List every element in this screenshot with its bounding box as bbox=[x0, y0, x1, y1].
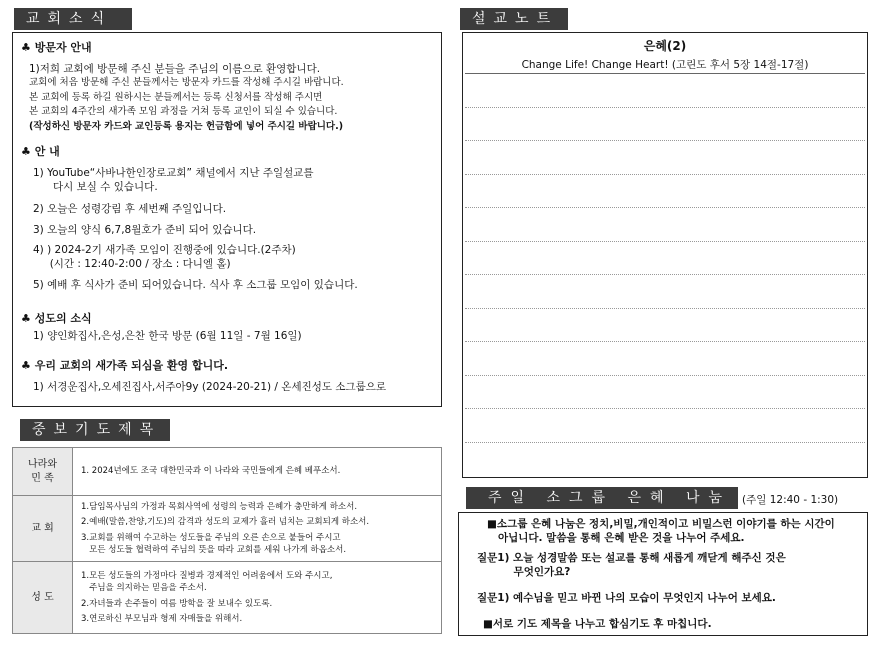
prayer-category: 나라와 민 족 bbox=[13, 448, 73, 496]
group-line: 질문1) 예수님을 믿고 바뀐 나의 모습이 무엇인지 나누어 보세요. bbox=[477, 592, 776, 604]
notice-line: 3) 오늘의 양식 6,7,8월호가 준비 되어 있습니다. bbox=[33, 224, 257, 236]
prayer-item: 2.자녀들과 손주들이 여름 방학을 잘 보내수 있도록. bbox=[81, 598, 273, 609]
visitor-line: 1)저희 교회에 방문해 주신 분들을 주님의 이름으로 환영합니다. bbox=[29, 62, 321, 75]
notice-block bbox=[21, 145, 433, 292]
group-line: 질문1) 오늘 성경말씀 또는 설교를 통해 새롭게 깨닫게 해주신 것은 bbox=[477, 552, 786, 564]
sermon-note-box bbox=[462, 32, 868, 478]
visitor-line: (작성하신 방문자 카드와 교인등록 용지는 헌금함에 넣어 주시길 바랍니다.) bbox=[29, 120, 344, 132]
prayer-section-title: 중보기도제목 bbox=[20, 419, 170, 441]
prayer-item: 2.예배(말씀,찬양,기도)의 감격과 성도의 교제가 흘러 넘치는 교회되게 하소서. bbox=[81, 517, 370, 527]
small-group-box bbox=[458, 512, 868, 636]
note-line bbox=[465, 408, 865, 409]
prayer-item: 1. 2024년에도 조국 대한민국과 이 나라와 국민들에게 은혜 베푸소서. bbox=[81, 466, 341, 477]
note-line bbox=[465, 274, 865, 275]
group-line: ■서로 기도 제목을 나누고 합심기도 후 마칩니다. bbox=[483, 618, 712, 630]
prayer-category: 교 회 bbox=[13, 496, 73, 562]
visitor-line: 본 교회의 4주간의 새가족 모임 과정을 거쳐 등록 교인이 되실 수 있습니다. bbox=[29, 106, 338, 117]
sermon-section-title: 설교노트 bbox=[460, 8, 568, 30]
notice-heading: ♣ 안 내 bbox=[21, 145, 60, 158]
sermon-heading: 은혜(2) bbox=[643, 39, 687, 53]
visitor-block bbox=[21, 41, 433, 134]
note-line bbox=[465, 174, 865, 175]
news-section-title: 교회소식 bbox=[14, 8, 132, 30]
notice-line: 5) 예배 후 식사가 준비 되어있습니다. 식사 후 소그룹 모임이 있습니다. bbox=[33, 278, 358, 291]
note-line bbox=[465, 207, 865, 208]
note-line bbox=[465, 375, 865, 376]
notice-line: 다시 보실 수 있습니다. bbox=[33, 181, 158, 193]
notice-line: 4) ) 2024-2기 새가족 모임이 진행중에 있습니다.(2주차) bbox=[33, 243, 296, 256]
notice-line: (시간 : 12:40-2:00 / 장소 : 다니엘 홀) bbox=[33, 258, 231, 270]
note-line bbox=[465, 107, 865, 108]
members-block bbox=[21, 312, 433, 343]
prayer-items bbox=[73, 448, 442, 496]
notice-line: 2) 오늘은 성령강림 후 세번째 주일입니다. bbox=[33, 202, 227, 215]
prayer-table bbox=[12, 447, 442, 634]
note-line bbox=[465, 241, 865, 242]
visitor-line: 교회에 처음 방문해 주신 분들께서는 방문자 카드를 작성해 주시길 바랍니다. bbox=[29, 77, 344, 88]
group-line: 아닙니다. 말씀을 통해 은혜 받은 것을 나누어 주세요. bbox=[487, 532, 745, 544]
note-line bbox=[465, 73, 865, 74]
prayer-item: 주님을 의지하는 믿음을 주소서. bbox=[81, 583, 207, 593]
prayer-row bbox=[13, 448, 442, 496]
note-line bbox=[465, 140, 865, 141]
prayer-items bbox=[73, 562, 442, 634]
newfamily-block bbox=[21, 359, 433, 394]
prayer-item: 3.교회를 위해여 수고하는 성도들을 주님의 오른 손으로 붙들어 주시고 bbox=[81, 532, 341, 543]
visitor-line: 본 교회에 등록 하길 원하시는 분들께서는 등록 신청서를 작성해 주시면 bbox=[29, 91, 323, 103]
visitor-heading: ♣ 방문자 안내 bbox=[21, 41, 92, 54]
note-line bbox=[465, 341, 865, 342]
newfamily-line: 1) 서경운집사,오세진집사,서주아9y (2024-20-21) / 온세진성도 소그룹으로 bbox=[33, 380, 387, 393]
group-line: ■소그룹 은혜 나눔은 정치,비밀,개인적이고 비밀스런 이야기를 하는 시간이 bbox=[487, 518, 835, 530]
prayer-row bbox=[13, 562, 442, 634]
prayer-row bbox=[13, 496, 442, 562]
group-section-title: 주일 소그룹 은혜 나눔 bbox=[466, 487, 738, 509]
prayer-item: 모든 성도들 협력하여 주님의 뜻을 따라 교회를 세워 나가게 하옵소서. bbox=[81, 545, 347, 555]
prayer-item: 1.담임목사님의 가정과 목회사역에 성령의 능력과 은혜가 충만하게 하소서. bbox=[81, 501, 358, 512]
members-heading: ♣ 성도의 소식 bbox=[21, 312, 92, 325]
members-line: 1) 양인화집사,은성,은찬 한국 방문 (6월 11일 - 7월 16일) bbox=[33, 329, 302, 342]
note-line bbox=[465, 442, 865, 443]
note-line bbox=[465, 308, 865, 309]
prayer-items bbox=[73, 496, 442, 562]
prayer-item: 3.연로하신 부모님과 형제 자매들을 위해서. bbox=[81, 614, 243, 624]
newfamily-heading: ♣ 우리 교회의 새가족 되심을 환영 합니다. bbox=[21, 359, 229, 372]
notice-line: 1) YouTube“사바나한인장로교회” 채널에서 지난 주일설교를 bbox=[33, 166, 314, 179]
prayer-category: 성 도 bbox=[13, 562, 73, 634]
prayer-item: 1.모든 성도들의 가정마다 질병과 경제적인 어려움에서 도와 주시고, bbox=[81, 570, 333, 581]
sermon-subtitle: Change Life! Change Heart! (고린도 후서 5장 14절-17절) bbox=[521, 59, 809, 71]
church-news-box bbox=[12, 32, 442, 407]
group-time: (주일 12:40 - 1:30) bbox=[742, 494, 839, 506]
group-line: 무엇인가요? bbox=[477, 566, 571, 578]
